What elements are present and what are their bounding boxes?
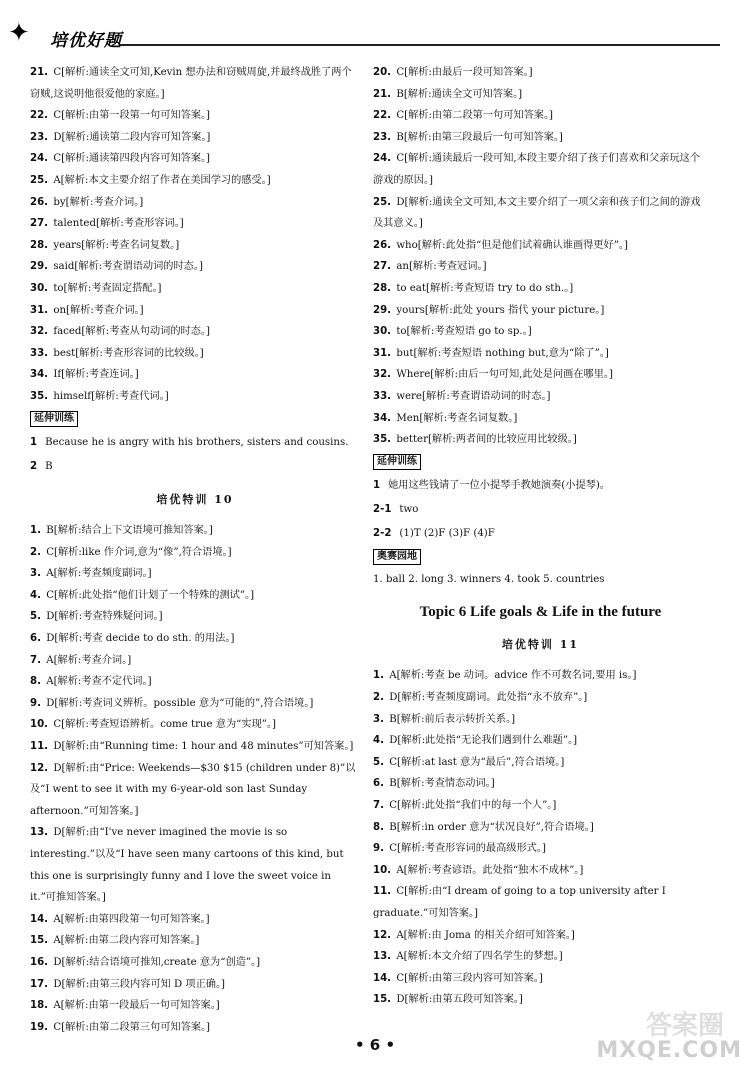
item-answer: better [396, 434, 428, 446]
answer-item [30, 364, 360, 386]
item-explanation: [解析:本文主要介绍了作者在美国学习的感受。] [60, 174, 271, 186]
item-answer: yours [396, 304, 425, 316]
extension-item [30, 431, 360, 455]
item-explanation: [解析:由第三段内容可知 D 项正确。] [61, 978, 226, 990]
item-answer: an [396, 261, 409, 273]
item-explanation: [解析:考查 be 动词。advice 作不可数名词,要用 is。] [396, 670, 637, 682]
item-number: 5. [373, 756, 384, 768]
item-answer: A [53, 174, 61, 186]
item-answer: A [396, 951, 404, 963]
extension-number: 1 [373, 479, 381, 491]
logo-text: 培优好题 [50, 31, 122, 51]
answer-item [373, 925, 708, 947]
item-explanation: [解析:通读全文可知答案。] [403, 88, 523, 100]
answer-item [30, 714, 360, 736]
answer-item [30, 343, 360, 365]
item-explanation: [解析:通读第四段内容可知答案。] [61, 153, 211, 165]
item-number: 33. [30, 347, 49, 359]
item-number: 22. [373, 110, 392, 122]
item-number: 8. [373, 821, 384, 833]
item-explanation: [解析:考查从句动词的时态。] [81, 326, 210, 338]
answer-item [30, 542, 360, 564]
item-explanation: [解析:本文介绍了四名学生的梦想。] [403, 951, 563, 963]
item-number: 6. [373, 778, 384, 790]
item-explanation: [解析:此处指“他们计划了一个特殊的测试”。] [54, 589, 255, 601]
answer-item [30, 628, 360, 650]
watermark-logo-text: 答案圈 [645, 1011, 724, 1041]
item-answer: to [396, 326, 407, 338]
answer-item [373, 429, 708, 451]
item-answer: B [389, 713, 397, 725]
item-explanation: [解析:考查名词复数。] [419, 412, 518, 424]
item-answer: years [53, 239, 82, 251]
item-explanation: [解析:通读全文可知,本文主要介绍了一项父亲和孩子们之间的游戏及其意义。] [373, 196, 701, 230]
item-answer: C [53, 719, 62, 731]
answer-item [373, 752, 708, 774]
item-explanation: [解析:由第三段最后一句可知答案。] [403, 131, 563, 143]
answer-item [30, 62, 360, 105]
item-number: 14. [30, 913, 49, 925]
answer-item [30, 192, 360, 214]
extension-answer: two [399, 503, 419, 515]
item-explanation: [解析:此处指“但是他们试着确认谁画得更好”。] [417, 239, 628, 251]
header-rule [120, 44, 720, 46]
answer-item [373, 192, 708, 235]
item-number: 29. [373, 304, 392, 316]
item-explanation: [解析:由第二段第一句可知答案。] [404, 110, 554, 122]
item-number: 13. [30, 827, 49, 839]
item-number: 7. [373, 800, 384, 812]
item-number: 26. [30, 196, 49, 208]
extension-number: 2-2 [373, 527, 392, 539]
item-number: 2. [30, 546, 41, 558]
olympiad-title: 奥赛园地 [373, 549, 421, 565]
answer-item [373, 817, 708, 839]
item-answer: C [389, 800, 398, 812]
answer-item [30, 213, 360, 235]
item-answer: to [53, 282, 64, 294]
item-number: 24. [30, 153, 49, 165]
item-explanation: [解析:结合上下文语境可推知答案。] [53, 525, 213, 537]
item-answer: C [46, 546, 55, 558]
item-number: 13. [373, 951, 392, 963]
answer-item [30, 930, 360, 952]
item-explanation: [解析:考查频度副词。] [53, 568, 152, 580]
item-explanation: [解析:考查介词。] [53, 654, 132, 666]
item-answer: C [396, 153, 405, 165]
answer-item [373, 105, 708, 127]
answer-item [373, 386, 708, 408]
item-explanation: [解析:由第五段可知答案。] [404, 994, 523, 1006]
answer-item [30, 563, 360, 585]
answer-item [373, 730, 708, 752]
answer-item [30, 606, 360, 628]
item-number: 6. [30, 633, 41, 645]
item-explanation: [解析:考查形容词的比较级。] [75, 347, 204, 359]
item-number: 10. [30, 719, 49, 731]
answer-item [30, 693, 360, 715]
item-number: 15. [373, 994, 392, 1006]
item-answer: D [46, 611, 55, 623]
extension-answer: B [45, 460, 53, 472]
answer-item [30, 148, 360, 170]
answer-item [30, 520, 360, 542]
item-answer: faced [53, 326, 82, 338]
answer-item [373, 881, 708, 924]
item-answer: C [389, 756, 398, 768]
answer-item [373, 235, 708, 257]
page-number: • 6 • [354, 1036, 396, 1054]
item-explanation: [解析:由“I dream of going to a top university after I graduate.”可知答案。] [373, 886, 666, 919]
answer-item [373, 408, 708, 430]
item-explanation: [解析:通读第二段内容可知答案。] [61, 131, 211, 143]
item-explanation: [解析:考查短语 go to sp.。] [406, 326, 532, 338]
answer-item [30, 585, 360, 607]
item-answer: A [46, 676, 54, 688]
answer-item [373, 364, 708, 386]
item-number: 22. [30, 110, 49, 122]
item-answer: D [53, 741, 62, 753]
item-number: 25. [30, 174, 49, 186]
item-answer: C [53, 67, 62, 78]
answer-item [373, 148, 708, 191]
answer-item [373, 709, 708, 731]
item-answer: C [46, 589, 55, 601]
extension-number: 2 [30, 460, 38, 472]
answer-item [30, 822, 360, 908]
extension-answer: 她用这些钱请了一位小提琴手教她演奏(小提琴)。 [388, 479, 610, 491]
extension-number: 2-1 [373, 503, 392, 515]
item-number: 16. [30, 956, 49, 968]
item-answer: A [53, 913, 61, 925]
answer-item [30, 952, 360, 974]
item-explanation: [解析:由“I've never imagined the movie is so interesting.”以及“I have seen many cartoons of this kind, but this one is surprisingly funny and I love the sweet voice in it.”可推知答案。] [30, 827, 344, 904]
item-number: 11. [373, 886, 392, 898]
answer-item [30, 974, 360, 996]
item-number: 26. [373, 239, 392, 251]
item-explanation: [解析:考查固定搭配。] [63, 282, 162, 294]
item-explanation: [解析:由第四段第一句可知答案。] [60, 913, 210, 925]
item-explanation: [解析:考查名词复数。] [81, 239, 180, 251]
item-answer: A [389, 670, 397, 682]
item-explanation: [解析:此处 yours 指代 your picture。] [424, 304, 605, 316]
item-number: 10. [373, 864, 392, 876]
item-explanation: [解析:考查词义辨析。possible 意为“可能的”,符合语境。] [54, 697, 314, 709]
extension-number: 1 [30, 436, 38, 448]
item-number: 1. [30, 525, 41, 537]
answer-item [373, 968, 708, 990]
item-answer: D [53, 131, 62, 143]
item-answer: A [53, 1000, 61, 1012]
item-answer: but [396, 347, 414, 359]
item-answer: C [389, 843, 398, 855]
item-number: 11. [30, 741, 49, 753]
item-number: 17. [30, 978, 49, 990]
item-number: 34. [373, 412, 392, 424]
item-explanation: [解析:考查不定代词。] [53, 676, 152, 688]
item-explanation: [解析:由第一段第一句可知答案。] [61, 110, 211, 122]
item-explanation: [解析:考查 decide to do sth. 的用法。] [54, 633, 235, 645]
answer-item [373, 321, 708, 343]
item-number: 29. [30, 261, 49, 273]
answer-item [30, 235, 360, 257]
item-explanation: [解析:考查形容词的最高级形式。] [397, 843, 546, 855]
item-number: 3. [373, 713, 384, 725]
answer-item [373, 84, 708, 106]
item-answer: on [53, 304, 67, 316]
item-explanation: [解析:考查短语 try to do sth.。] [425, 282, 574, 294]
item-answer: Men [396, 412, 420, 424]
item-explanation: [解析:前后表示转折关系。] [396, 713, 516, 725]
item-number: 9. [373, 843, 384, 855]
answer-item [30, 671, 360, 693]
answer-item [373, 795, 708, 817]
item-answer: D [53, 956, 62, 968]
item-explanation: [解析:由“Running time: 1 hour and 48 minutes”可知答案。] [61, 741, 354, 753]
item-answer: A [46, 654, 54, 666]
extension-answer: (1)T (2)F (3)F (4)F [399, 527, 495, 539]
answer-item [373, 665, 708, 687]
item-explanation: [解析:考查谓语动词的时态。] [74, 261, 203, 273]
item-number: 30. [373, 326, 392, 338]
answer-item [30, 127, 360, 149]
item-explanation: [解析:in order 意为“状况良好”,符合语境。] [396, 821, 594, 833]
answer-item [30, 909, 360, 931]
item-number: 4. [30, 589, 41, 601]
answer-item [373, 300, 708, 322]
item-explanation: [解析:考查形容词。] [95, 218, 184, 230]
item-answer: by [53, 196, 66, 208]
item-number: 32. [30, 326, 49, 338]
item-answer: C [396, 972, 405, 984]
item-number: 27. [30, 218, 49, 230]
answer-item [30, 170, 360, 192]
answer-item [30, 995, 360, 1017]
item-explanation: [解析:由第一段最后一句可知答案。] [60, 1000, 220, 1012]
item-explanation: [解析:由“Price: Weekends—$30 $15 (children under 8)”以及“I went to see it with my 6-year-old son last Sunday afternoon.”可知答案。] [30, 762, 356, 817]
item-number: 27. [373, 261, 392, 273]
item-explanation: [解析:由第二段第三句可知答案。] [61, 1021, 211, 1033]
page-header [0, 0, 750, 58]
item-number: 12. [30, 762, 49, 774]
item-answer: B [396, 88, 404, 100]
answer-item [373, 687, 708, 709]
logo-mark-icon: ✦ [8, 18, 30, 48]
item-number: 8. [30, 676, 41, 688]
item-number: 28. [373, 282, 392, 294]
answer-item [373, 860, 708, 882]
brand-logo [8, 18, 158, 52]
item-number: 35. [373, 434, 392, 446]
item-explanation: [解析:此处指“无论我们遇到什么难题”。] [397, 735, 578, 747]
answer-item [373, 838, 708, 860]
item-answer: best [53, 347, 76, 359]
item-explanation: [解析:结合语境可推知,create 意为“创造”。] [61, 956, 261, 968]
item-answer: C [53, 110, 62, 122]
item-answer: D [389, 735, 398, 747]
item-answer: D [389, 692, 398, 704]
item-answer: B [46, 525, 54, 537]
answer-item [30, 278, 360, 300]
item-number: 9. [30, 697, 41, 709]
item-answer: talented [53, 218, 96, 230]
answer-item [30, 758, 360, 823]
answer-item [373, 946, 708, 968]
item-explanation: [解析:通读最后一段可知,本段主要介绍了孩子们喜欢和父亲玩这个游戏的原因。] [373, 153, 701, 186]
item-explanation: [解析:考查频度副词。此处指“永不放弃”。] [397, 692, 588, 704]
item-explanation: [解析:like 作介词,意为“像”,符合语境。] [54, 546, 232, 558]
item-number: 28. [30, 239, 49, 251]
item-answer: C [53, 153, 62, 165]
item-answer: D [396, 196, 405, 208]
item-number: 31. [373, 347, 392, 359]
item-answer: A [46, 568, 54, 580]
answer-item [30, 386, 360, 408]
section-title-11: 培优特训 11 [501, 637, 580, 651]
extension-answer: Because he is angry with his brothers, sisters and cousins. [45, 436, 349, 448]
item-number: 19. [30, 1021, 49, 1033]
item-number: 21. [30, 67, 49, 78]
item-answer: said [53, 261, 75, 273]
watermark [597, 1003, 742, 1063]
item-number: 18. [30, 1000, 49, 1012]
answer-item [30, 300, 360, 322]
watermark-url: MXQE.COM [596, 1038, 742, 1063]
item-number: 34. [30, 369, 49, 381]
item-explanation: [解析:考查特殊疑问词。] [54, 611, 163, 623]
item-explanation: [解析:通读全文可知,Kevin 想办法和窃贼周旋,并最终战胜了两个窃贼,这说明他很爱他的家庭。] [30, 67, 352, 100]
item-answer: D [396, 994, 405, 1006]
section-title-10: 培优特训 10 [156, 492, 234, 506]
item-answer: Where [396, 369, 431, 381]
item-explanation: [解析:考查情态动词。] [396, 778, 495, 790]
left-column [30, 62, 360, 1038]
item-explanation: [解析:由第三段内容可知答案。] [404, 972, 543, 984]
answer-item [373, 343, 708, 365]
item-number: 23. [373, 131, 392, 143]
answer-item [30, 736, 360, 758]
item-number: 24. [373, 153, 392, 165]
item-explanation: [解析:由 Joma 的相关介绍可知答案。] [403, 929, 575, 941]
item-number: 21. [373, 88, 392, 100]
item-number: 15. [30, 935, 49, 947]
topic-title: Topic 6 Life goals & Life in the future [419, 604, 662, 621]
item-explanation: [解析:考查短语 nothing but,意为“除了”。] [413, 347, 609, 359]
item-explanation: [解析:考查谓语动词的时态。] [421, 390, 551, 402]
item-explanation: [解析:考查代词。] [91, 390, 169, 402]
answer-item [373, 127, 708, 149]
olympiad-answers: 1. ball 2. long 3. winners 4. took 5. countries [373, 573, 605, 585]
item-explanation: [解析:考查连词。] [61, 369, 139, 381]
item-number: 35. [30, 390, 49, 402]
answer-item [373, 773, 708, 795]
item-explanation: [解析:考查介词。] [65, 196, 144, 208]
item-explanation: [解析:由最后一段可知答案。] [404, 67, 533, 78]
item-answer: C [396, 886, 405, 898]
item-explanation: [解析:考查冠词。] [408, 261, 487, 273]
item-answer: C [396, 67, 405, 78]
extension-title: 延伸训练 [30, 411, 78, 427]
item-explanation: [解析:两者间的比较应用比较级。] [427, 434, 577, 446]
item-answer: If [53, 369, 62, 381]
item-answer: himself [53, 390, 92, 402]
item-number: 30. [30, 282, 49, 294]
item-answer: to eat [396, 282, 426, 294]
item-answer: D [53, 827, 62, 839]
item-explanation: [解析:由第二段内容可知答案。] [60, 935, 200, 947]
extension-item [30, 455, 360, 479]
answer-item [30, 321, 360, 343]
extension-item [373, 474, 708, 498]
item-explanation: [解析:考查介词。] [66, 304, 144, 316]
item-answer: who [396, 239, 418, 251]
item-number: 23. [30, 131, 49, 143]
item-answer: A [396, 864, 404, 876]
item-number: 7. [30, 654, 41, 666]
answer-item [30, 256, 360, 278]
extension-item [373, 522, 708, 546]
extension-title: 延伸训练 [373, 454, 421, 470]
item-number: 2. [373, 692, 384, 704]
extension-item [373, 498, 708, 522]
item-explanation: [解析:此处指“我们中的每一个人”。] [397, 800, 557, 812]
item-number: 1. [373, 670, 384, 682]
item-answer: A [53, 935, 61, 947]
item-answer: A [396, 929, 404, 941]
item-explanation: [解析:考查短语辨析。come true 意为“实现”。] [61, 719, 276, 731]
item-number: 12. [373, 929, 392, 941]
item-number: 3. [30, 568, 41, 580]
item-answer: C [396, 110, 405, 122]
item-answer: B [389, 821, 397, 833]
item-answer: D [53, 762, 62, 774]
item-answer: D [46, 633, 55, 645]
item-answer: B [396, 131, 404, 143]
item-number: 32. [373, 369, 392, 381]
item-number: 33. [373, 390, 392, 402]
answer-item [373, 256, 708, 278]
item-answer: D [46, 697, 55, 709]
item-number: 14. [373, 972, 392, 984]
item-explanation: [解析:由后一句可知,此处是问画在哪里。] [430, 369, 613, 381]
answer-item [30, 650, 360, 672]
item-answer: were [396, 390, 422, 402]
answer-item [30, 105, 360, 127]
item-number: 20. [373, 67, 392, 78]
item-number: 25. [373, 196, 392, 208]
item-number: 5. [30, 611, 41, 623]
right-column [373, 62, 708, 1011]
answer-item [373, 62, 708, 84]
item-explanation: [解析:考查谚语。此处指“独木不成林”。] [403, 864, 584, 876]
item-answer: C [53, 1021, 62, 1033]
item-number: 31. [30, 304, 49, 316]
item-explanation: [解析:at last 意为“最后”,符合语境。] [397, 756, 565, 768]
answer-item [373, 278, 708, 300]
item-number: 4. [373, 735, 384, 747]
item-answer: D [53, 978, 62, 990]
item-answer: B [389, 778, 397, 790]
